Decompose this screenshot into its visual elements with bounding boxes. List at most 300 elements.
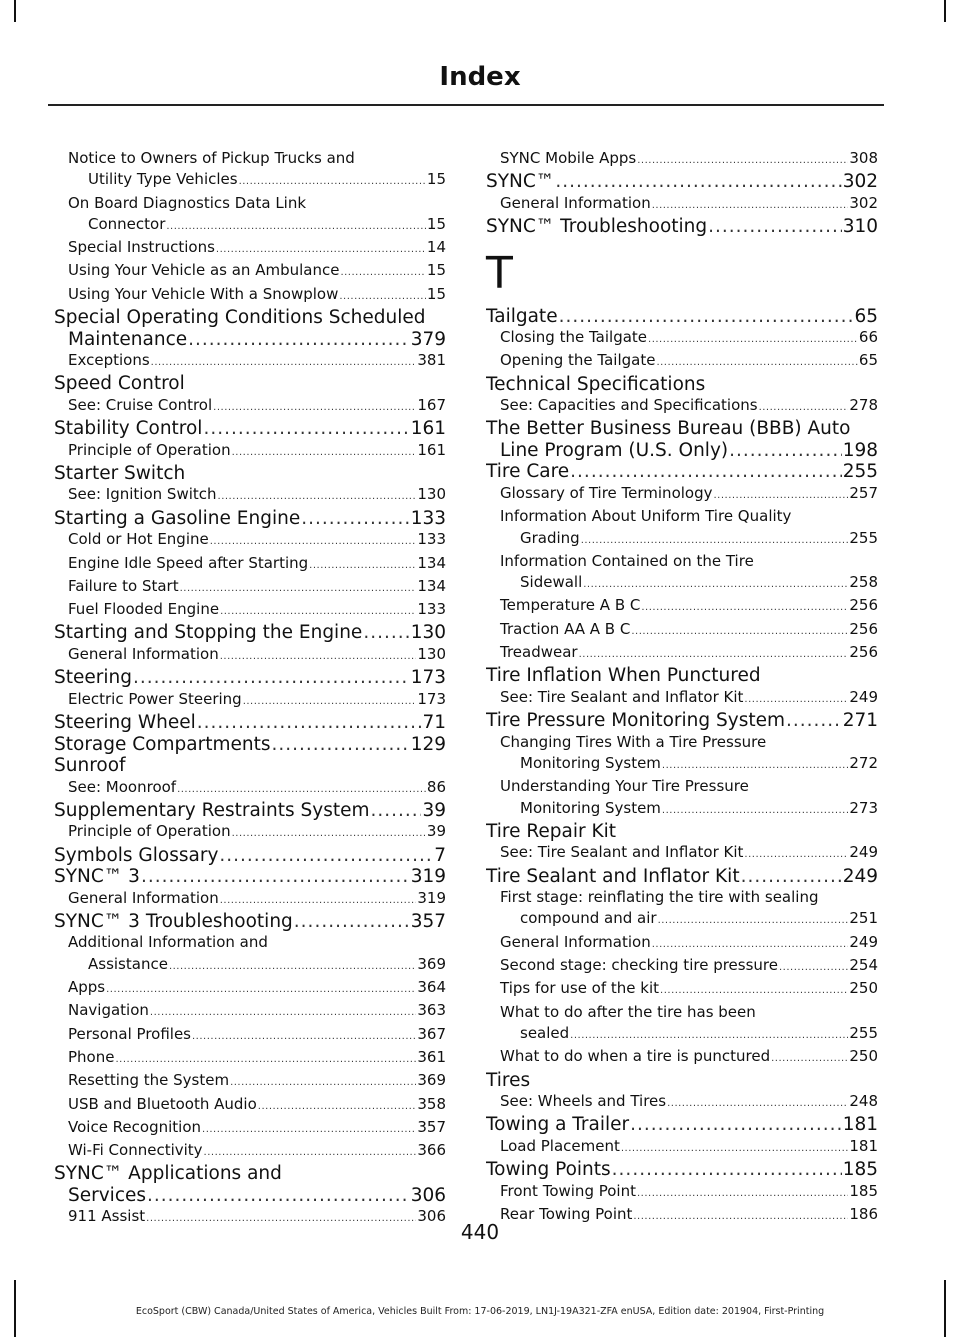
index-subentry <box>486 887 878 932</box>
dot-leader <box>294 911 410 933</box>
dot-leader <box>612 1159 842 1181</box>
entry-page-number: 185 <box>842 1159 878 1181</box>
entry-term: See: Cruise Control <box>68 395 213 414</box>
header-rule <box>48 104 884 106</box>
dot-leader <box>166 214 426 237</box>
entry-page-number: 319 <box>410 866 446 888</box>
dot-leader <box>271 734 409 756</box>
index-subentry <box>54 484 446 507</box>
dot-leader <box>243 689 417 712</box>
dot-leader <box>188 329 410 351</box>
entry-page-number: 39 <box>422 799 446 821</box>
entry-term: SYNC™ 3 Troubleshooting <box>54 910 293 932</box>
entry-page-number: 302 <box>842 171 878 193</box>
entry-term: Navigation <box>68 1001 149 1020</box>
entry-term: On Board Diagnostics Data Link <box>68 193 307 212</box>
entry-term: General Information <box>68 888 219 907</box>
index-entry <box>54 1163 446 1206</box>
dot-leader <box>662 798 848 821</box>
entry-term: SYNC™ 3 <box>54 866 140 888</box>
entry-page-number: 161 <box>410 418 446 440</box>
index-entry <box>486 1070 878 1092</box>
dot-leader <box>658 908 849 931</box>
entry-term: Tire Care <box>486 461 570 483</box>
entry-page-number: 358 <box>417 1094 446 1113</box>
index-entry <box>486 374 878 396</box>
entry-term: Changing Tires With a Tire Pressure <box>500 732 767 751</box>
dot-leader <box>219 845 433 867</box>
entry-term: Information About Uniform Tire Quality <box>500 507 792 526</box>
entry-page-number: 167 <box>417 395 446 414</box>
dot-leader <box>232 440 417 463</box>
dot-leader <box>169 954 416 977</box>
dot-leader <box>141 866 410 888</box>
entry-term: Tire Sealant and Inflator Kit <box>486 865 740 887</box>
index-subentry <box>486 978 878 1001</box>
dot-leader <box>559 306 854 328</box>
dot-leader <box>708 216 842 238</box>
index-column-left <box>54 148 446 1230</box>
index-entry <box>54 508 446 530</box>
entry-term: General Information <box>68 644 219 663</box>
index-subentry <box>54 440 446 463</box>
entry-term: Monitoring System <box>520 798 661 817</box>
index-subentry <box>54 821 446 844</box>
dot-leader <box>204 1140 417 1163</box>
entry-page-number: 319 <box>417 888 446 907</box>
index-subentry <box>54 932 446 977</box>
dot-leader <box>230 1070 416 1093</box>
entry-page-number: 15 <box>426 170 446 189</box>
entry-term: Principle of Operation <box>68 822 231 841</box>
dot-leader <box>239 169 426 192</box>
entry-page-number: 306 <box>410 1184 446 1206</box>
entry-page-number: 273 <box>849 798 878 817</box>
entry-term: Apps <box>68 978 106 997</box>
index-entry <box>54 418 446 440</box>
entry-page-number: 251 <box>849 909 878 928</box>
dot-leader <box>177 777 426 800</box>
entry-page-number: 15 <box>426 214 446 233</box>
dot-leader <box>652 193 849 216</box>
index-subentry <box>486 955 878 978</box>
index-subentry <box>54 284 446 307</box>
index-subentry <box>54 237 446 260</box>
dot-leader <box>786 710 842 732</box>
entry-page-number: 249 <box>849 932 878 951</box>
dot-leader <box>147 1185 410 1207</box>
entry-page-number: 367 <box>417 1024 446 1043</box>
index-letter-heading: T <box>486 247 513 299</box>
entry-page-number: 250 <box>849 979 878 998</box>
dot-leader <box>309 553 416 576</box>
dot-leader <box>363 622 409 644</box>
crop-mark-top-right <box>944 0 946 22</box>
dot-leader <box>583 572 848 595</box>
entry-page-number: 173 <box>417 689 446 708</box>
entry-page-number: 130 <box>417 644 446 663</box>
page-title: Index <box>439 62 521 92</box>
entry-term: Notice to Owners of Pickup Trucks and <box>68 149 355 167</box>
dot-leader <box>232 821 426 844</box>
entry-term: Electric Power Steering <box>68 689 242 708</box>
entry-term: Maintenance <box>68 328 188 350</box>
entry-term: sealed <box>520 1023 570 1042</box>
dot-leader <box>667 1091 848 1114</box>
entry-page-number: 254 <box>849 956 878 975</box>
index-entry <box>54 734 446 756</box>
dot-leader <box>555 171 841 193</box>
entry-term: 911 Assist <box>68 1207 146 1226</box>
entry-term: USB and Bluetooth Audio <box>68 1094 257 1113</box>
index-subentry <box>486 483 878 506</box>
entry-page-number: 256 <box>849 619 878 638</box>
index-entry <box>54 463 446 485</box>
entry-page-number: 271 <box>842 710 878 732</box>
entry-term: Exceptions <box>68 351 150 370</box>
dot-leader <box>660 978 848 1001</box>
index-subentry <box>54 576 446 599</box>
entry-page-number: 181 <box>849 1136 878 1155</box>
entry-page-number: 369 <box>417 954 446 973</box>
index-subentry <box>54 777 446 800</box>
entry-term: Understanding Your Tire Pressure <box>500 777 749 796</box>
entry-page-number: 14 <box>426 238 446 257</box>
index-subentry <box>54 689 446 712</box>
entry-term: Traction AA A B C <box>500 619 631 638</box>
entry-page-number: 249 <box>849 687 878 706</box>
dot-leader <box>151 350 417 373</box>
entry-term: Towing a Trailer <box>486 1114 630 1136</box>
index-subentry <box>486 148 878 171</box>
entry-term: Front Towing Point <box>500 1181 636 1200</box>
index-entry <box>486 866 878 888</box>
dot-leader <box>210 529 417 552</box>
entry-term: General Information <box>500 932 651 951</box>
entry-term: Starting and Stopping the Engine <box>54 622 363 644</box>
entry-term: Special Instructions <box>68 238 215 257</box>
entry-page-number: 15 <box>426 261 446 280</box>
entry-term: Tire Pressure Monitoring System <box>486 710 786 732</box>
index-subentry <box>486 506 878 551</box>
dot-leader <box>339 284 426 307</box>
index-subentry <box>486 1091 878 1114</box>
entry-page-number: 249 <box>842 865 878 887</box>
page-number: 440 <box>460 1220 500 1244</box>
index-subentry <box>486 732 878 777</box>
entry-term: Cold or Hot Engine <box>68 530 209 549</box>
index-subentry <box>486 595 878 618</box>
entry-page-number: 381 <box>417 351 446 370</box>
dot-leader <box>771 1046 848 1069</box>
footer-text: EcoSport (CBW) Canada/United States of America, Vehicles Built From: 17-06-2019, LN1J-19A321-ZFA enUSA, Edition date: 201904, First-Printing <box>135 1306 825 1317</box>
index-entry <box>54 712 446 734</box>
entry-page-number: 39 <box>426 822 446 841</box>
entry-term: Glossary of Tire Terminology <box>500 483 713 502</box>
entry-term: General Information <box>500 193 651 212</box>
entry-term: Connector <box>88 214 166 233</box>
entry-page-number: 130 <box>410 622 446 644</box>
entry-term: Line Program (U.S. Only) <box>500 439 729 461</box>
dot-leader <box>744 687 848 710</box>
dot-leader <box>340 260 425 283</box>
entry-term: Information Contained on the Tire <box>500 551 754 570</box>
entry-term: Treadwear <box>500 643 578 662</box>
entry-term: Sidewall <box>520 573 583 592</box>
entry-term: Voice Recognition <box>68 1117 202 1136</box>
dot-leader <box>637 148 848 171</box>
entry-term: Starting a Gasoline Engine <box>54 507 301 529</box>
entry-term: What to do after the tire has been <box>500 1002 756 1021</box>
dot-leader <box>652 932 849 955</box>
dot-leader <box>744 842 848 865</box>
entry-term: Steering <box>54 667 132 689</box>
dot-leader <box>220 888 417 911</box>
index-subentry <box>54 260 446 283</box>
index-entry <box>54 307 446 350</box>
entry-page-number: 255 <box>842 461 878 483</box>
entry-term: Resetting the System <box>68 1071 230 1090</box>
index-column-right <box>486 148 878 1227</box>
dot-leader <box>213 395 416 418</box>
entry-term: Stability Control <box>54 418 203 440</box>
entry-term: See: Capacities and Specifications <box>500 396 758 415</box>
entry-page-number: 272 <box>849 753 878 772</box>
entry-page-number: 129 <box>410 733 446 755</box>
entry-page-number: 364 <box>417 978 446 997</box>
dot-leader <box>759 395 849 418</box>
entry-page-number: 130 <box>417 485 446 504</box>
dot-leader <box>581 528 849 551</box>
dot-leader <box>662 753 848 776</box>
entry-term: What to do when a tire is punctured <box>500 1047 771 1066</box>
entry-page-number: 181 <box>842 1114 878 1136</box>
index-subentry <box>486 932 878 955</box>
entry-term: SYNC™ <box>486 171 555 193</box>
entry-page-number: 369 <box>417 1071 446 1090</box>
index-entry <box>486 821 878 843</box>
index-subentry <box>54 1094 446 1117</box>
index-subentry <box>54 395 446 418</box>
dot-leader <box>641 595 848 618</box>
entry-term: Personal Profiles <box>68 1024 191 1043</box>
dot-leader <box>621 1136 848 1159</box>
dot-leader <box>180 576 417 599</box>
entry-term: Using Your Vehicle as an Ambulance <box>68 261 340 280</box>
index-subentry <box>54 553 446 576</box>
index-subentry <box>486 1046 878 1069</box>
index-entry <box>486 461 878 483</box>
index-subentry <box>54 1070 446 1093</box>
entry-page-number: 186 <box>849 1204 878 1223</box>
entry-term: See: Moonroof <box>68 777 177 796</box>
entry-term: Symbols Glossary <box>54 844 219 866</box>
entry-page-number: 15 <box>426 284 446 303</box>
entry-page-number: 7 <box>434 844 446 866</box>
entry-term: Load Placement <box>500 1136 620 1155</box>
index-entry <box>486 171 878 193</box>
entry-term: Principle of Operation <box>68 440 231 459</box>
index-subentry <box>54 888 446 911</box>
entry-term: See: Tire Sealant and Inflator Kit <box>500 687 744 706</box>
index-subentry <box>486 619 878 642</box>
dot-leader <box>220 599 416 622</box>
index-entry <box>54 667 446 689</box>
entry-page-number: 308 <box>849 149 878 167</box>
dot-leader <box>258 1094 417 1117</box>
index-subentry <box>486 395 878 418</box>
entry-term: Supplementary Restraints System <box>54 799 370 821</box>
entry-term: Wi-Fi Connectivity <box>68 1141 203 1160</box>
dot-leader <box>741 866 842 888</box>
index-subentry <box>486 1002 878 1047</box>
entry-page-number: 379 <box>410 328 446 350</box>
entry-term: Failure to Start <box>68 576 179 595</box>
entry-page-number: 361 <box>417 1047 446 1066</box>
dot-leader <box>301 508 409 530</box>
index-entry <box>486 418 878 461</box>
entry-page-number: 256 <box>849 596 878 615</box>
entry-page-number: 256 <box>849 643 878 662</box>
index-entry <box>486 306 878 328</box>
entry-page-number: 250 <box>849 1047 878 1066</box>
entry-term: Grading <box>520 528 580 547</box>
entry-page-number: 173 <box>410 667 446 689</box>
entry-term: See: Tire Sealant and Inflator Kit <box>500 843 744 862</box>
dot-leader <box>570 1023 848 1046</box>
index-subentry <box>54 350 446 373</box>
dot-leader <box>570 461 842 483</box>
crop-mark-top-left <box>14 0 16 22</box>
dot-leader <box>729 440 842 462</box>
entry-term: Tires <box>486 1069 531 1091</box>
entry-term: SYNC™ Troubleshooting <box>486 216 708 238</box>
entry-term: Monitoring System <box>520 753 661 772</box>
dot-leader <box>656 350 857 373</box>
index-subentry <box>54 1117 446 1140</box>
index-subentry <box>54 148 446 193</box>
entry-page-number: 133 <box>417 530 446 549</box>
dot-leader <box>779 955 848 978</box>
index-subentry <box>486 350 878 373</box>
entry-term: See: Wheels and Tires <box>500 1092 667 1111</box>
entry-page-number: 248 <box>849 1092 878 1111</box>
index-subentry <box>54 977 446 1000</box>
entry-page-number: 255 <box>849 1023 878 1042</box>
entry-term: SYNC™ Applications and <box>54 1163 282 1185</box>
entry-page-number: 363 <box>417 1001 446 1020</box>
entry-term: Storage Compartments <box>54 733 271 755</box>
entry-page-number: 86 <box>426 777 446 796</box>
entry-term: Temperature A B C <box>500 596 641 615</box>
index-subentry <box>486 642 878 665</box>
index-entry <box>486 1159 878 1181</box>
entry-term: Second stage: checking tire pressure <box>500 956 778 975</box>
dot-leader <box>630 1114 842 1136</box>
entry-term: Fuel Flooded Engine <box>68 600 220 619</box>
entry-term: Using Your Vehicle With a Snowplow <box>68 284 339 303</box>
entry-term: Steering Wheel <box>54 712 196 734</box>
dot-leader <box>371 800 422 822</box>
entry-term: Additional Information and <box>68 933 268 952</box>
index-subentry <box>54 529 446 552</box>
entry-page-number: 258 <box>849 573 878 592</box>
entry-term: Rear Towing Point <box>500 1204 633 1223</box>
index-subentry <box>486 327 878 350</box>
entry-term: Technical Specifications <box>486 373 706 395</box>
index-entry <box>54 866 446 888</box>
entry-page-number: 65 <box>854 305 878 327</box>
dot-leader <box>150 1000 416 1023</box>
index-subentry <box>486 687 878 710</box>
dot-leader <box>202 1117 416 1140</box>
index-subentry <box>54 1140 446 1163</box>
entry-page-number: 357 <box>410 910 446 932</box>
entry-term: Speed Control <box>54 373 185 395</box>
entry-page-number: 65 <box>858 351 878 370</box>
index-subentry <box>486 551 878 596</box>
entry-term: Services <box>68 1184 147 1206</box>
dot-leader <box>203 418 409 440</box>
entry-term: Tire Inflation When Punctured <box>486 665 761 687</box>
index-entry <box>486 665 878 687</box>
entry-term: Opening the Tailgate <box>500 351 656 370</box>
entry-term: Starter Switch <box>54 462 186 484</box>
entry-page-number: 310 <box>842 216 878 238</box>
entry-page-number: 133 <box>417 600 446 619</box>
index-subentry <box>486 776 878 821</box>
entry-page-number: 366 <box>417 1141 446 1160</box>
index-entry <box>486 216 878 238</box>
index-entry <box>486 710 878 732</box>
dot-leader <box>713 483 848 506</box>
entry-term: Tips for use of the kit <box>500 979 660 998</box>
entry-term: First stage: reinflating the tire with sealing <box>500 888 819 907</box>
entry-term: Utility Type Vehicles <box>88 170 238 189</box>
dot-leader <box>648 327 858 350</box>
entry-term: Engine Idle Speed after Starting <box>68 553 309 572</box>
entry-page-number: 357 <box>417 1117 446 1136</box>
index-entry <box>54 800 446 822</box>
dot-leader <box>106 977 416 1000</box>
entry-term: Closing the Tailgate <box>500 328 648 347</box>
entry-page-number: 278 <box>849 396 878 415</box>
dot-leader <box>115 1047 416 1070</box>
dot-leader <box>220 644 417 667</box>
entry-page-number: 302 <box>849 193 878 212</box>
entry-page-number: 257 <box>849 483 878 502</box>
entry-page-number: 134 <box>417 553 446 572</box>
dot-leader <box>197 712 422 734</box>
entry-term: Special Operating Conditions Scheduled <box>54 307 426 329</box>
index-entry <box>54 755 446 777</box>
index-subentry <box>54 644 446 667</box>
dot-leader <box>637 1181 848 1204</box>
entry-page-number: 306 <box>417 1207 446 1226</box>
index-subentry <box>486 1181 878 1204</box>
entry-page-number: 255 <box>849 528 878 547</box>
index-subentry <box>486 1136 878 1159</box>
index-subentry <box>54 1047 446 1070</box>
index-entry <box>486 1114 878 1136</box>
index-subentry <box>54 193 446 238</box>
entry-page-number: 71 <box>422 712 446 734</box>
entry-page-number: 198 <box>842 439 878 461</box>
entry-term: Towing Points <box>486 1159 611 1181</box>
entry-page-number: 161 <box>417 440 446 459</box>
dot-leader <box>133 667 410 689</box>
entry-term: Tire Repair Kit <box>486 820 616 842</box>
